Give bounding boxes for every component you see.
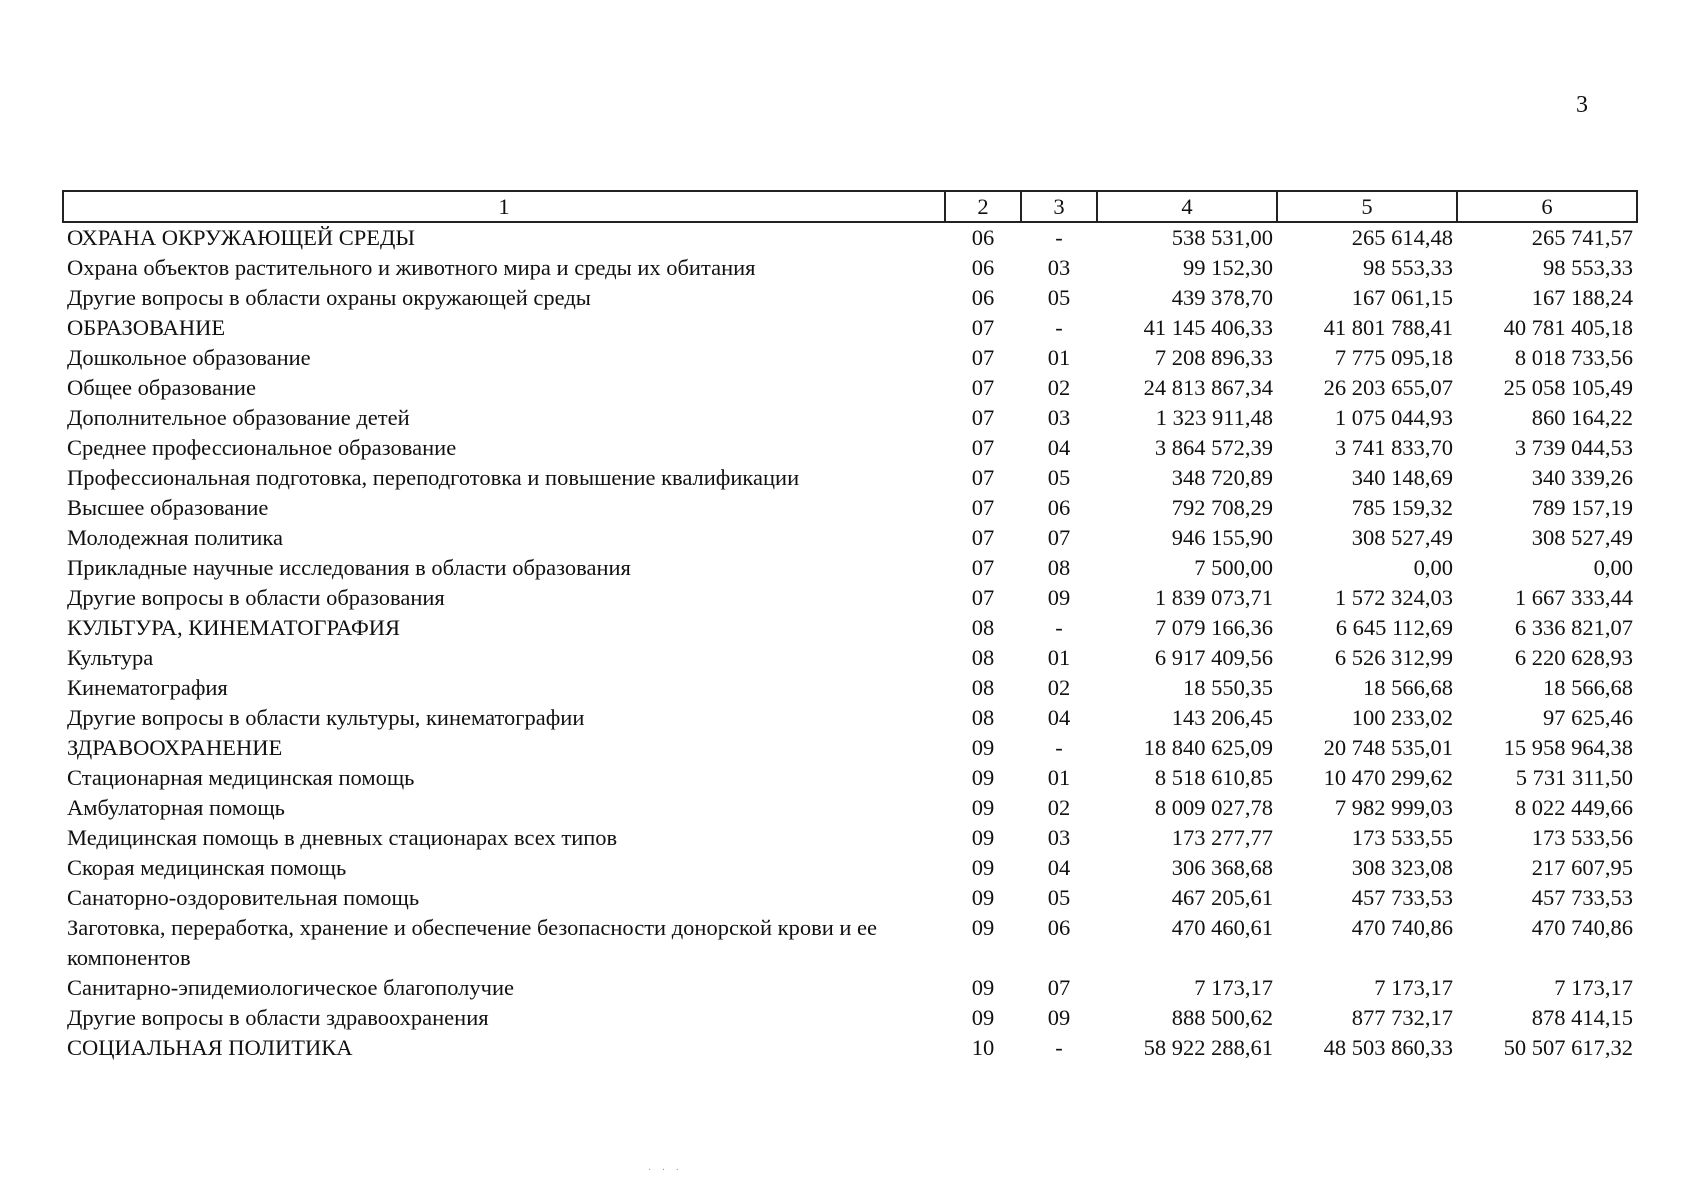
row-name: Другие вопросы в области культуры, кинематографии [67,705,585,730]
row-name: Молодежная политика [67,525,283,550]
row-value-6: 878 414,15 [1531,1005,1633,1030]
row-value-6: 173 533,56 [1531,825,1633,850]
row-name: СОЦИАЛЬНАЯ ПОЛИТИКА [67,1035,353,1060]
row-value-4: 6 917 409,56 [1154,645,1273,670]
row-subsection-code: 04 [1047,435,1071,460]
table-row [63,823,1637,853]
row-name: Кинематография [67,675,228,700]
row-value-4: 18 840 625,09 [1143,735,1273,760]
budget-table [62,190,1638,1063]
table-row [63,853,1637,883]
row-value-4: 538 531,00 [1171,225,1273,250]
row-name: ОБРАЗОВАНИЕ [67,315,226,340]
row-value-6: 860 164,22 [1531,405,1633,430]
row-section-code: 07 [971,585,995,610]
table-row [63,583,1637,613]
header-col-4: 4 [1097,191,1277,222]
row-section-code: 07 [971,465,995,490]
row-subsection-code: 01 [1047,345,1071,370]
row-value-6: 1 667 333,44 [1514,585,1633,610]
table-row [63,673,1637,703]
row-name: ОХРАНА ОКРУЖАЮЩЕЙ СРЕДЫ [67,225,415,250]
row-value-5: 7 982 999,03 [1334,795,1453,820]
table-row [63,973,1637,1003]
row-section-code: 08 [971,675,995,700]
table-row [63,523,1637,553]
row-section-code: 07 [971,345,995,370]
row-subsection-code: 01 [1047,645,1071,670]
row-value-6: 789 157,19 [1531,495,1633,520]
row-subsection-code: 01 [1047,765,1071,790]
row-value-5: 98 553,33 [1363,255,1453,280]
row-subsection-code: 05 [1047,885,1071,910]
row-section-code: 08 [971,645,995,670]
row-value-5: 308 527,49 [1351,525,1453,550]
table-row [63,703,1637,733]
row-section-code: 09 [971,735,995,760]
header-col-5: 5 [1277,191,1457,222]
row-section-code: 09 [971,1005,995,1030]
row-name: Культура [67,645,154,670]
row-name: Медицинская помощь в дневных стационарах всех типов [67,825,618,850]
row-section-code: 07 [971,495,995,520]
table-row [63,433,1637,463]
row-value-6: 5 731 311,50 [1515,765,1633,790]
row-section-code: 07 [971,555,995,580]
table-row [63,283,1637,313]
row-section-code: 10 [971,1035,995,1060]
row-value-4: 143 206,45 [1171,705,1273,730]
row-value-4: 58 922 288,61 [1143,1035,1273,1060]
row-name: ЗДРАВООХРАНЕНИЕ [67,735,283,760]
row-value-5: 877 732,17 [1351,1005,1453,1030]
row-value-5: 167 061,15 [1351,285,1453,310]
row-value-4: 3 864 572,39 [1154,435,1273,460]
row-value-4: 306 368,68 [1171,855,1273,880]
row-value-4: 8 009 027,78 [1154,795,1273,820]
row-subsection-code: 04 [1047,855,1071,880]
row-value-6: 217 607,95 [1531,855,1633,880]
row-value-5: 457 733,53 [1351,885,1453,910]
row-subsection-code: - [1055,1035,1063,1060]
row-section-code: 06 [971,225,995,250]
table-row [63,373,1637,403]
row-section-code: 09 [971,885,995,910]
row-section-code: 09 [971,765,995,790]
header-col-3: 3 [1021,191,1097,222]
row-subsection-code: 04 [1047,705,1071,730]
row-value-6: 457 733,53 [1531,885,1633,910]
row-section-code: 06 [971,285,995,310]
row-value-4: 467 205,61 [1171,885,1273,910]
table-body [63,222,1637,1063]
row-value-6: 167 188,24 [1531,285,1633,310]
table-row [63,403,1637,433]
row-value-5: 785 159,32 [1351,495,1453,520]
row-value-6: 6 220 628,93 [1514,645,1633,670]
row-subsection-code: 07 [1047,525,1071,550]
row-value-6: 8 018 733,56 [1514,345,1633,370]
row-name: Дошкольное образование [67,345,311,370]
row-value-4: 24 813 867,34 [1143,375,1273,400]
row-value-6: 40 781 405,18 [1503,315,1633,340]
row-value-6: 0,00 [1593,555,1633,580]
row-value-6: 265 741,57 [1531,225,1633,250]
row-subsection-code: 06 [1047,495,1071,520]
row-value-5: 10 470 299,62 [1323,765,1453,790]
table-row [63,883,1637,913]
row-subsection-code: 09 [1047,585,1071,610]
row-value-6: 8 022 449,66 [1514,795,1633,820]
row-value-5: 1 075 044,93 [1334,405,1453,430]
row-value-6: 97 625,46 [1543,705,1633,730]
row-value-4: 18 550,35 [1183,675,1273,700]
table-row [63,222,1637,253]
row-value-5: 100 233,02 [1351,705,1453,730]
row-name: Охрана объектов растительного и животного мира и среды их обитания [67,255,756,280]
row-value-6: 18 566,68 [1543,675,1633,700]
row-subsection-code: - [1055,735,1063,760]
row-section-code: 09 [971,915,995,940]
row-name: Другие вопросы в области образования [67,585,445,610]
table-row [63,643,1637,673]
row-value-5: 7 173,17 [1374,975,1453,1000]
row-name: Санаторно-оздоровительная помощь [67,885,420,910]
row-value-6: 50 507 617,32 [1503,1035,1633,1060]
row-value-5: 20 748 535,01 [1323,735,1453,760]
row-section-code: 08 [971,615,995,640]
row-name: Высшее образование [67,495,269,520]
row-value-5: 26 203 655,07 [1323,375,1453,400]
row-value-5: 308 323,08 [1351,855,1453,880]
row-value-6: 15 958 964,38 [1503,735,1633,760]
row-value-4: 792 708,29 [1171,495,1273,520]
row-name: Санитарно-эпидемиологическое благополучие [67,975,514,1000]
row-value-4: 470 460,61 [1171,915,1273,940]
row-name: Стационарная медицинская помощь [67,765,415,790]
table-row [63,1003,1637,1033]
row-subsection-code: 07 [1047,975,1071,1000]
row-subsection-code: 03 [1047,825,1071,850]
table-row [63,763,1637,793]
row-subsection-code: 03 [1047,255,1071,280]
row-section-code: 07 [971,525,995,550]
row-value-5: 7 775 095,18 [1334,345,1453,370]
row-name: Общее образование [67,375,256,400]
row-value-5: 6 526 312,99 [1334,645,1453,670]
row-value-4: 7 500,00 [1194,555,1273,580]
row-section-code: 06 [971,255,995,280]
header-col-6: 6 [1457,191,1637,222]
row-value-5: 48 503 860,33 [1323,1035,1453,1060]
row-value-5: 340 148,69 [1351,465,1453,490]
table-row [63,553,1637,583]
table-row [63,913,1637,973]
row-value-4: 8 518 610,85 [1154,765,1273,790]
row-value-5: 41 801 788,41 [1323,315,1453,340]
row-section-code: 07 [971,435,995,460]
table-row [63,793,1637,823]
row-value-5: 470 740,86 [1351,915,1453,940]
row-value-4: 7 208 896,33 [1154,345,1273,370]
row-subsection-code: - [1055,315,1063,340]
table-row [63,1033,1637,1063]
row-value-5: 0,00 [1413,555,1453,580]
row-subsection-code: 09 [1047,1005,1071,1030]
row-section-code: 09 [971,855,995,880]
row-name: Заготовка, переработка, хранение и обеспечение безопасности донорской крови и ее компонентов [67,915,878,970]
row-section-code: 09 [971,795,995,820]
row-value-6: 3 739 044,53 [1514,435,1633,460]
row-section-code: 08 [971,705,995,730]
row-subsection-code: 06 [1047,915,1071,940]
row-subsection-code: 05 [1047,285,1071,310]
row-section-code: 07 [971,315,995,340]
row-name: Профессиональная подготовка, переподготовка и повышение квалификации [67,465,800,490]
table-row [63,613,1637,643]
row-section-code: 09 [971,825,995,850]
table-header [63,191,1637,222]
table-row [63,343,1637,373]
header-col-1: 1 [63,191,945,222]
row-value-4: 1 839 073,71 [1154,585,1273,610]
row-name: Скорая медицинская помощь [67,855,347,880]
row-value-4: 888 500,62 [1171,1005,1273,1030]
row-subsection-code: 03 [1047,405,1071,430]
row-value-4: 99 152,30 [1183,255,1273,280]
row-name: Среднее профессиональное образование [67,435,457,460]
row-value-6: 25 058 105,49 [1503,375,1633,400]
row-value-4: 7 173,17 [1194,975,1273,1000]
row-value-6: 7 173,17 [1554,975,1633,1000]
table-row [63,493,1637,523]
table-row [63,733,1637,763]
scan-specks: · · · [648,1165,683,1176]
row-value-4: 946 155,90 [1171,525,1273,550]
row-subsection-code: 02 [1047,795,1071,820]
row-value-5: 1 572 324,03 [1334,585,1453,610]
row-value-6: 98 553,33 [1543,255,1633,280]
row-subsection-code: 02 [1047,375,1071,400]
row-value-6: 470 740,86 [1531,915,1633,940]
row-value-4: 348 720,89 [1171,465,1273,490]
row-value-4: 41 145 406,33 [1143,315,1273,340]
row-subsection-code: - [1055,615,1063,640]
row-subsection-code: 08 [1047,555,1071,580]
table-row [63,253,1637,283]
row-value-6: 308 527,49 [1531,525,1633,550]
page-number: 3 [1576,92,1588,118]
row-value-5: 173 533,55 [1351,825,1453,850]
table-row [63,463,1637,493]
table-row [63,313,1637,343]
row-value-6: 340 339,26 [1531,465,1633,490]
row-value-6: 6 336 821,07 [1514,615,1633,640]
row-value-5: 3 741 833,70 [1334,435,1453,460]
row-section-code: 07 [971,405,995,430]
row-value-5: 18 566,68 [1363,675,1453,700]
row-subsection-code: - [1055,225,1063,250]
header-col-2: 2 [945,191,1021,222]
row-name: Дополнительное образование детей [67,405,410,430]
row-subsection-code: 02 [1047,675,1071,700]
row-value-4: 439 378,70 [1171,285,1273,310]
row-value-5: 6 645 112,69 [1335,615,1453,640]
row-subsection-code: 05 [1047,465,1071,490]
row-name: Прикладные научные исследования в области образования [67,555,631,580]
row-value-4: 173 277,77 [1171,825,1273,850]
row-name: Амбулаторная помощь [67,795,285,820]
row-name: Другие вопросы в области здравоохранения [67,1005,489,1030]
row-value-5: 265 614,48 [1351,225,1453,250]
row-name: КУЛЬТУРА, КИНЕМАТОГРАФИЯ [67,615,400,640]
header-row [63,191,1637,222]
row-value-4: 7 079 166,36 [1154,615,1273,640]
row-section-code: 07 [971,375,995,400]
row-section-code: 09 [971,975,995,1000]
row-name: Другие вопросы в области охраны окружающей среды [67,285,591,310]
row-value-4: 1 323 911,48 [1155,405,1273,430]
